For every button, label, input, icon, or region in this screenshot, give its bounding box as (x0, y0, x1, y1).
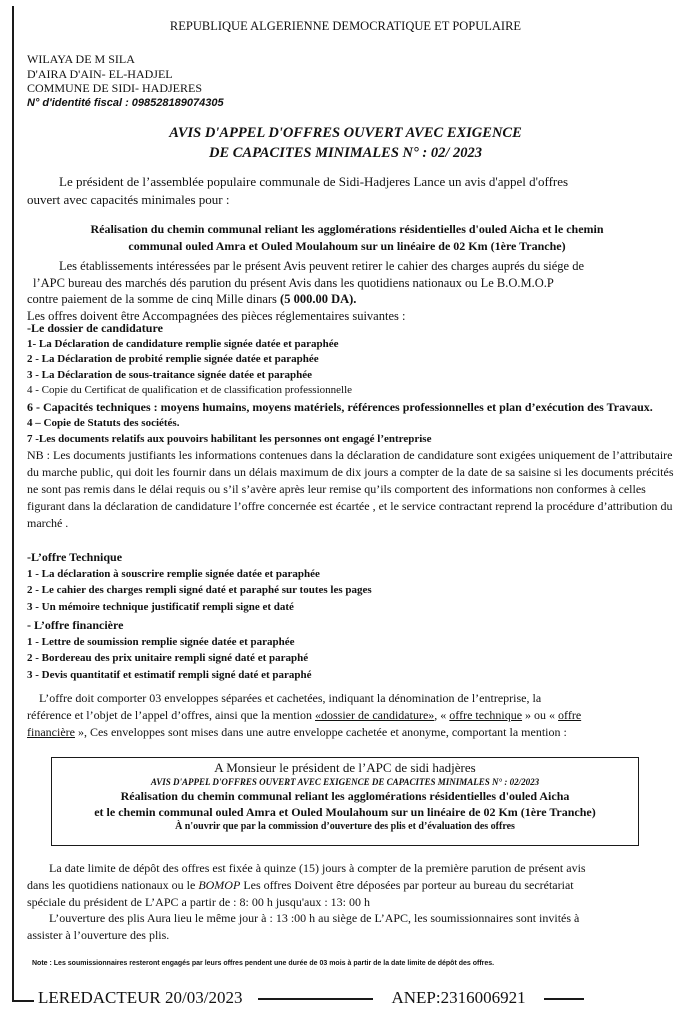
technique-section (27, 550, 677, 615)
deadline-line-2-text: dans les quotidiens nationaux ou le (27, 877, 199, 892)
financiere-heading: - L’offre financière (27, 618, 124, 632)
retrait-line-3 (27, 291, 677, 308)
enveloppes-paragraph (27, 690, 677, 741)
technique-item: 1 - La déclaration à souscrire remplie signée datée et paraphée (27, 567, 320, 580)
retrait-line-4: Les offres doivent être Accompagnées des pièces réglementaires suivantes : (27, 308, 406, 323)
candidature-item: 4 - Copie du Certificat de qualification et de classification professionnelle (27, 384, 353, 397)
notice-title-line-1: AVIS D'APPEL D'OFFRES OUVERT AVEC EXIGENCE (169, 125, 522, 141)
retrait-amount: (5 000.00 DA). (280, 292, 357, 306)
retrait-line-1: Les établissements intéressées par le présent Avis peuvent retirer le cahier des charges auprés du siége de (59, 259, 585, 273)
intro-line-1: Le président de l’assemblée populaire communale de Sidi-Hadjeres Lance un avis d'appel d'offres (59, 174, 569, 189)
enveloppes-line-3 (27, 724, 677, 741)
intro-line-2: ouvert avec capacités minimales pour : (27, 192, 230, 207)
intro-paragraph (27, 173, 667, 209)
envelope-avis-ref: AVIS D'APPEL D'OFFRES OUVERT AVEC EXIGENCE DE CAPACITES MINIMALES N° : 02/2023 (150, 777, 540, 787)
validity-note: Note : Les soumissionnaires resteront engagés par leurs offres pendent une durée de 03 mois à partir de la date limite de dépôt des offres. (32, 960, 495, 967)
notice-title-line-2: DE CAPACITES MINIMALES N° : 02/ 2023 (208, 145, 483, 161)
project-title (27, 221, 667, 255)
bomop-label: BOMOP (198, 877, 241, 892)
project-title-line-1: Réalisation du chemin communal reliant les agglomérations résidentielles d'ouled Aicha et le chemin (90, 222, 604, 236)
deadline-line-5: assister à l’ouverture des plis. (27, 928, 170, 943)
candidature-item: 4 – Copie de Statuts des sociétés. (27, 416, 180, 429)
financiere-item: 2 - Bordereau des prix unitaire rempli signé daté et paraphé (27, 652, 309, 665)
footer (38, 988, 584, 1008)
daira-label: D'AIRA D'AIN- EL-HADJEL (27, 66, 173, 81)
candidature-item: 2 - La Déclaration de probité remplie signée datée et paraphée (27, 353, 319, 366)
envelope-project-line-2: et le chemin communal ouled Amra et Ouled Moulahoum sur un linéaire de 02 Km (1ère Tranche) (94, 805, 596, 819)
financiere-item: 3 - Devis quantitatif et estimatif rempli signé daté et paraphé (27, 668, 312, 681)
deadline-line-2-suffix: Les offres Doivent être déposées par porteur au bureau du secrétariat (240, 877, 574, 892)
candidature-item: 3 - La Déclaration de sous-traitance signée datée et paraphée (27, 368, 313, 381)
enveloppes-line-1: L’offre doit comporter 03 enveloppes séparées et cachetées, indiquant la dénomination de l’entreprise, la (39, 691, 542, 705)
fiscal-id: N° d'identité fiscal : 098528189074305 (27, 96, 224, 109)
deadline-line-2 (27, 877, 677, 894)
mention-separator: , « (434, 708, 450, 722)
footer-divider (258, 998, 373, 1000)
mention-financiere-part-1: offre (558, 708, 582, 722)
enveloppes-line-3-text: », Ces enveloppes sont mises dans une autre enveloppe cachetée et anonyme, comportant la mention : (74, 725, 567, 739)
deadline-line-4: L’ouverture des plis Aura lieu le même jour à : 13 :00 h au siège de L’APC, les soumissionnaires sont invités à (49, 911, 580, 926)
mention-financiere-part-2: financière (27, 725, 75, 739)
deadline-paragraph (27, 860, 677, 944)
mention-technique: offre technique (449, 708, 523, 722)
envelope-address: A Monsieur le président de l’APC de sidi hadjères (214, 760, 476, 775)
mention-dossier: «dossier de candidature» (315, 708, 435, 722)
nb-paragraph: NB : Les documents justifiants les informations contenues dans la déclaration de candidature sont exigées uniquement de l’attributaire du marche public, qui doit les fournir dans un délais maximum de dix jours a compter de la date de sa saisine si les documents précités ne sont pas remis dans le délai requis ou s’il s’avère après leur remise qu’ils comportent des informations non conformes à celles figurant dans la déclaration de candidature l’offre concernée est écartée , et le service contractant reprend la procédure d’attribution du marché . (27, 448, 674, 531)
administration-block (27, 52, 224, 110)
candidature-heading: -Le dossier de candidature (27, 321, 163, 335)
enveloppes-line-2 (27, 707, 677, 724)
envelope-label-box (51, 757, 639, 846)
project-title-line-2: communal ouled Amra et Ouled Moulahoum sur un linéaire de 02 Km (1ère Tranche) (128, 239, 566, 253)
financiere-section (27, 618, 677, 683)
notice-title (0, 123, 691, 163)
retrait-line-3-text: contre paiement de la somme de cinq Mille dinars (27, 292, 281, 306)
retrait-line-2: l’APC bureau des marchés dés parution du présent Avis dans les quotidiens nationaux ou Le B.O.M.O.P (33, 275, 554, 290)
wilaya-label: WILAYA DE M SILA (27, 52, 135, 66)
deadline-line-1: La date limite de dépôt des offres est fixée à quinze (15) jours à compter de la première parution de présent avis (49, 861, 586, 875)
candidature-section (27, 321, 677, 532)
republic-heading: REPUBLIQUE ALGERIENNE DEMOCRATIQUE ET POPULAIRE (169, 19, 522, 33)
enveloppes-line-2-text: référence et l’objet de l’appel d’offres, ainsi que la mention (27, 708, 315, 722)
commune-label: COMMUNE DE SIDI- HADJERES (27, 81, 203, 95)
bottom-border-tick (12, 1000, 34, 1002)
deadline-line-3: spéciale du président de L’APC a partir de : 8: 00 h jusqu'aux : 13: 00 h (27, 894, 370, 909)
mention-separator: » ou « (522, 708, 559, 722)
retrait-paragraph (27, 258, 677, 324)
financiere-item: 1 - Lettre de soumission remplie signée datée et paraphée (27, 635, 295, 648)
envelope-instruction: À n'ouvrir que par la commission d’ouverture des plis et d’évaluation des offres (175, 821, 515, 832)
technique-heading: -L’offre Technique (27, 550, 123, 564)
technique-item: 3 - Un mémoire technique justificatif rempli signe et daté (27, 600, 294, 613)
candidature-item: 1- La Déclaration de candidature remplie signée datée et paraphée (27, 337, 339, 350)
footer-divider (544, 998, 584, 1000)
technique-item: 2 - Le cahier des charges rempli signé daté et paraphé sur toutes les pages (27, 584, 372, 597)
envelope-project-line-1: Réalisation du chemin communal reliant les agglomérations résidentielles d'ouled Aicha (120, 789, 570, 803)
redacteur-stamp: LEREDACTEUR 20/03/2023 (38, 988, 243, 1007)
candidature-item: 7 -Les documents relatifs aux pouvoirs habilitant les personnes ont engagé l’entreprise (27, 432, 432, 445)
candidature-item: 6 - Capacités techniques : moyens humains, moyens matériels, références professionnelles et plan d’exécution des Travaux. (27, 399, 653, 414)
anep-reference: ANEP:2316006921 (391, 988, 526, 1007)
